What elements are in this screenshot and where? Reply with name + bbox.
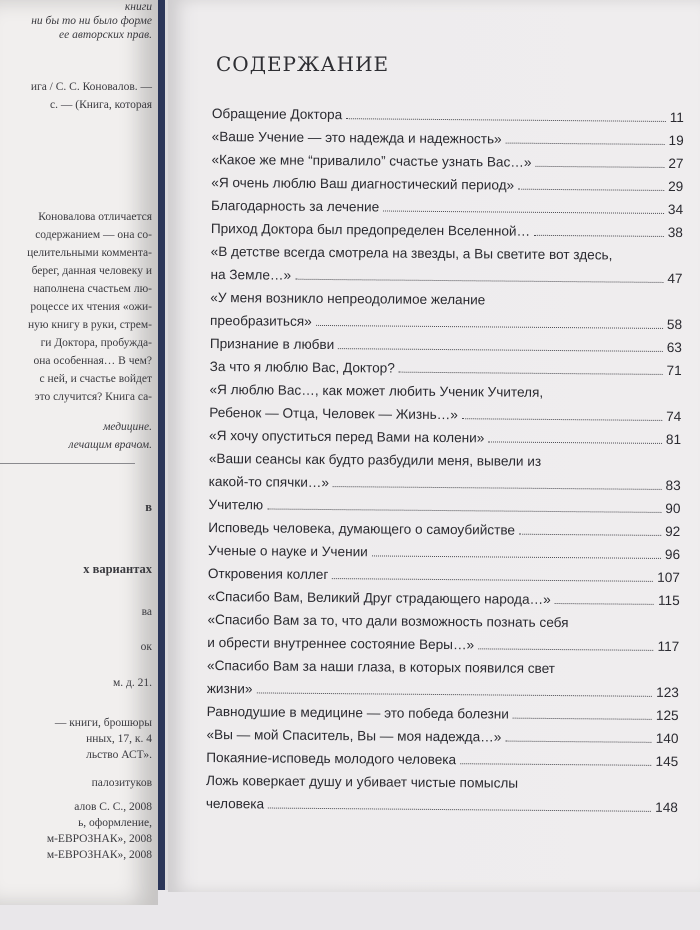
toc-entry-title: Равнодушие в медицине — это победа болезни	[206, 703, 509, 722]
toc-dot-leader	[555, 603, 654, 605]
toc-entry-title: Исповедь человека, думающего о самоубийстве	[208, 519, 516, 538]
left-page-text-line: берег, данная человеку и	[31, 265, 152, 277]
toc-entry-title: За что я люблю Вас, Доктор?	[209, 358, 395, 376]
left-page-text-line: ее авторских прав.	[59, 29, 152, 41]
toc-entry-title: «Вы — мой Спаситель, Вы — моя надежда…»	[206, 726, 502, 745]
toc-entry-title: Благодарность за лечение	[211, 197, 380, 215]
toc-page-number: 47	[667, 270, 683, 287]
toc-dot-leader	[333, 486, 662, 490]
left-page-text-line: книги	[124, 1, 152, 13]
left-page-text-line: с. — (Книга, которая	[50, 99, 152, 111]
toc-title: содержание	[216, 44, 390, 78]
toc-entry-title: и обрести внутреннее состояние Веры…»	[207, 634, 475, 653]
toc-dot-leader	[316, 325, 663, 329]
toc-dot-leader	[505, 741, 651, 743]
toc-entry	[207, 654, 679, 704]
toc-entry	[207, 608, 679, 658]
left-page-text-line: лечащим врачом.	[68, 439, 152, 451]
left-page-text-line: наполнена счастьем лю-	[33, 283, 152, 295]
left-page-text-line: м-ЕВРОЗНАК», 2008	[46, 833, 152, 845]
toc-entry-title: жизни»	[206, 680, 253, 697]
toc-dot-leader	[478, 648, 653, 651]
toc-entry-title: на Земле…»	[210, 266, 292, 283]
left-page-text-line: ок	[140, 641, 152, 653]
toc-page-number: 90	[665, 500, 681, 517]
toc-entry-title: «Какое же мне “привалило” счастье узнать Вас…»	[211, 151, 532, 170]
toc-page-number: 96	[664, 546, 681, 563]
toc-page-number: 63	[666, 339, 682, 356]
toc-page-number: 140	[655, 730, 679, 747]
left-page-text-line: льство АСТ».	[86, 749, 152, 761]
toc-dot-leader	[346, 118, 666, 122]
toc-entry	[209, 447, 681, 497]
toc-dot-leader	[462, 418, 662, 421]
toc-dot-leader	[535, 166, 664, 168]
toc-entry-title: Приход Доктора был предопределен Вселенной…	[210, 220, 531, 239]
toc-entry-title: преобразиться»	[210, 312, 312, 329]
toc-entry-title: «Я очень люблю Ваш диагностический период»	[211, 174, 515, 193]
toc-dot-leader	[518, 189, 664, 191]
left-page-divider	[0, 463, 135, 464]
toc-page-number: 125	[655, 707, 679, 724]
left-page-text-line: роцессе их чтения «ожи-	[30, 301, 152, 313]
toc-dot-leader	[256, 692, 652, 696]
toc-entry-line: «Я люблю Вас…, как может любить Ученик Учителя,	[209, 381, 544, 400]
toc-dot-leader	[506, 143, 665, 145]
toc-page-number: 58	[666, 316, 683, 333]
toc-dot-leader	[460, 763, 651, 766]
toc-entry-line: «Спасибо Вам за наши глаза, в которых появился свет	[207, 657, 556, 677]
toc-entry-title: человека	[205, 795, 265, 812]
toc-dot-leader	[519, 534, 661, 536]
left-page-text-line: палозитуков	[91, 777, 152, 789]
toc-entry-line: «Ваши сеансы как будто разбудили меня, вывели из	[208, 450, 542, 469]
toc-page-number: 92	[665, 523, 681, 540]
left-page-text-line: х вариантах	[83, 562, 152, 576]
left-page-text-line: ига / С. С. Коновалов. —	[30, 81, 152, 93]
toc-entry	[209, 378, 681, 428]
left-page-text-line: медицине.	[103, 421, 152, 433]
toc-dot-leader	[513, 718, 652, 720]
left-page-text-line: целительными коммента-	[27, 247, 152, 259]
toc-dot-leader	[534, 235, 664, 237]
left-page-text-line: нных, 17, к. 4	[86, 733, 152, 745]
toc-dot-leader	[295, 279, 663, 283]
left-page-text-line: м-ЕВРОЗНАК», 2008	[46, 849, 152, 861]
toc-entry-title: «Спасибо Вам, Великий Друг страдающего народа…»	[207, 588, 551, 607]
toc-dot-leader	[372, 555, 661, 559]
toc-entry-line: «В детстве всегда смотрела на звезды, а Вы светите вот здесь,	[210, 243, 613, 263]
toc-entry-title: «Я хочу опуститься перед Вами на колени»	[209, 427, 485, 446]
toc-dot-leader	[488, 441, 662, 444]
toc-entry-title: какой-то спячки…»	[208, 473, 330, 491]
left-page	[0, 0, 158, 905]
left-page-text-line: она особенная… В чем?	[33, 355, 152, 367]
toc-page-number: 107	[657, 569, 680, 586]
toc-entry-title: «Ваше Учение — это надежда и надежность»	[211, 128, 502, 147]
toc-entry-title: Ребенок — Отца, Человек — Жизнь…»	[209, 404, 458, 423]
toc-page-number: 117	[657, 638, 680, 655]
left-page-text-line: это случится? Книга са-	[34, 391, 152, 403]
toc-page-number: 29	[668, 178, 684, 195]
toc-page-number: 83	[665, 477, 681, 494]
toc-dot-leader	[338, 348, 662, 352]
toc-entry-title: Признание в любви	[209, 335, 335, 353]
left-page-text-line: содержанием — она со-	[35, 229, 152, 241]
left-page-text-line: — книги, брошюры	[54, 717, 152, 729]
toc-dot-leader	[267, 508, 661, 512]
toc-entry-line: Ложь коверкает душу и убивает чистые помыслы	[206, 772, 519, 791]
toc-page-number: 148	[655, 799, 678, 816]
toc-entry	[206, 769, 678, 819]
left-page-text-line: ь, оформление,	[78, 817, 152, 829]
left-page-text-line: в	[145, 500, 152, 514]
toc-page-number: 19	[668, 132, 684, 149]
toc-entry-title: Обращение Доктора	[211, 105, 343, 123]
toc-page-number: 34	[667, 201, 684, 218]
toc-page-number: 115	[657, 592, 680, 609]
toc-page-number: 27	[668, 155, 684, 172]
left-page-text-line: ни бы то ни было форме	[31, 15, 152, 27]
left-page-text-line: с ней, и счастье войдет	[39, 373, 152, 385]
toc-entry	[210, 240, 682, 290]
toc-page-number: 71	[666, 362, 682, 379]
toc-page-number: 11	[669, 109, 684, 126]
left-page-text-line: ную книгу в руки, стрем-	[28, 319, 152, 331]
left-page-text-line: ги Доктора, пробужда-	[40, 337, 152, 349]
toc-entry-title: Покаяние-исповедь молодого человека	[206, 749, 457, 768]
table-of-contents	[206, 102, 684, 819]
toc-dot-leader	[332, 578, 653, 582]
left-page-text-line: Коновалова отличается	[38, 211, 152, 223]
toc-dot-leader	[399, 372, 663, 375]
left-page-text-line: ва	[141, 606, 152, 618]
left-page-text-line: м. д. 21.	[112, 677, 152, 689]
toc-page-number: 123	[656, 684, 679, 701]
toc-entry-line: «Спасибо Вам за то, что дали возможность познать себя	[207, 611, 569, 631]
right-page	[168, 0, 700, 892]
toc-page-number: 145	[655, 753, 679, 770]
toc-entry	[210, 286, 682, 336]
toc-dot-leader	[268, 808, 651, 812]
left-page-text-line: алов С. С., 2008	[74, 801, 152, 813]
toc-entry-title: Откровения коллег	[207, 565, 329, 583]
toc-entry-title: Ученые о науке и Учении	[208, 542, 368, 560]
toc-dot-leader	[383, 210, 664, 213]
toc-page-number: 81	[665, 431, 682, 448]
toc-page-number: 74	[666, 408, 682, 425]
toc-entry-line: «У меня возникло непреодолимое желание	[210, 289, 486, 308]
toc-page-number: 38	[667, 224, 683, 241]
toc-entry-title: Учителю	[208, 496, 264, 513]
